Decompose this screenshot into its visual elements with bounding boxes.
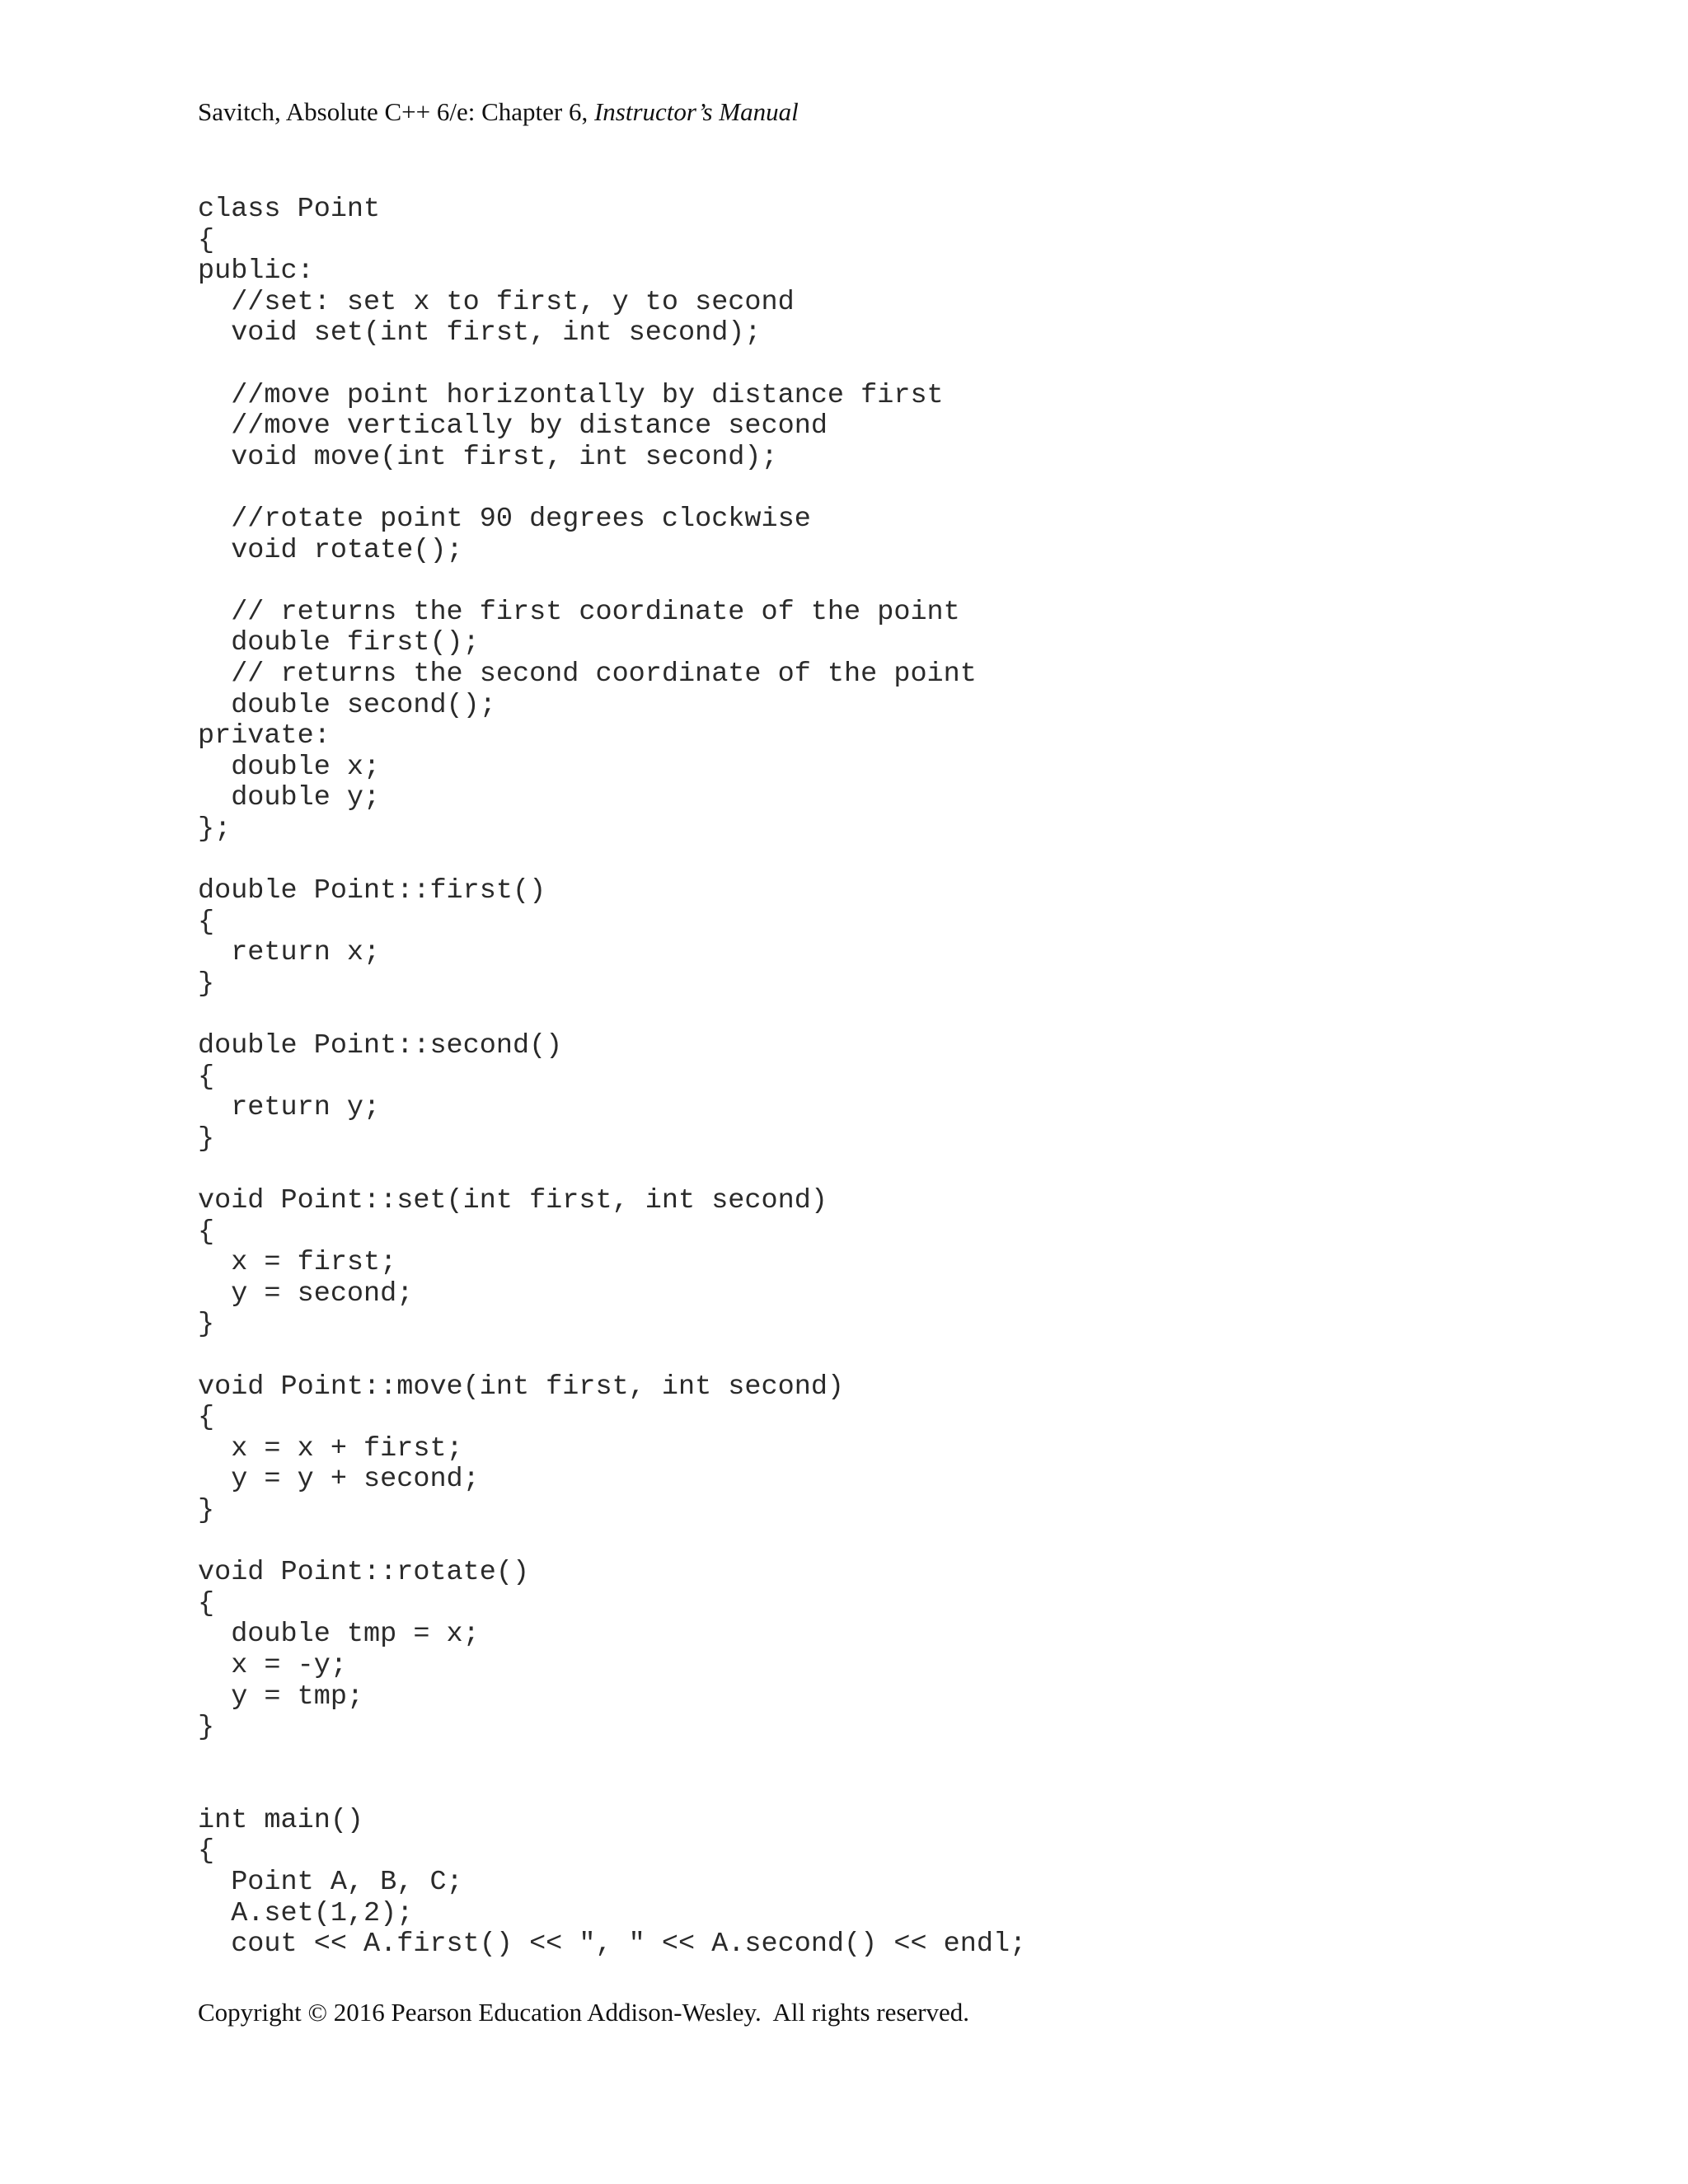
code-line: double x; bbox=[198, 751, 381, 783]
code-line bbox=[198, 1774, 1026, 1806]
code-line: } bbox=[198, 968, 215, 1000]
code-line: void Point::move(int first, int second) bbox=[198, 1371, 845, 1403]
code-line: //move point horizontally by distance first bbox=[198, 379, 944, 411]
code-line bbox=[198, 845, 1026, 876]
code-line: y = second; bbox=[198, 1277, 414, 1310]
header-text: Savitch, Absolute C++ 6/e: Chapter 6, bbox=[198, 97, 594, 126]
code-line: return y; bbox=[198, 1092, 381, 1124]
code-line bbox=[198, 1744, 1026, 1775]
code-line bbox=[198, 566, 1026, 598]
code-line: //move vertically by distance second bbox=[198, 410, 828, 443]
code-line: A.set(1,2); bbox=[198, 1897, 414, 1929]
code-line: return x; bbox=[198, 937, 381, 969]
code-line: class Point bbox=[198, 194, 381, 225]
code-line: double second(); bbox=[198, 689, 496, 721]
code-line: void Point::rotate() bbox=[198, 1557, 530, 1589]
code-line: x = x + first; bbox=[198, 1432, 463, 1465]
code-line: //set: set x to first, y to second bbox=[198, 286, 795, 318]
code-line: { bbox=[198, 906, 215, 938]
code-line: void move(int first, int second); bbox=[198, 441, 778, 473]
code-line: } bbox=[198, 1494, 215, 1526]
code-line: double first(); bbox=[198, 627, 480, 659]
code-line: cout << A.first() << ", " << A.second() << endl; bbox=[198, 1929, 1027, 1961]
code-line: private: bbox=[198, 720, 331, 752]
code-line bbox=[198, 1527, 1026, 1558]
code-line: } bbox=[198, 1122, 215, 1155]
code-line: int main() bbox=[198, 1804, 364, 1836]
code-line: // returns the first coordinate of the point bbox=[198, 596, 960, 628]
copyright-footer: Copyright © 2016 Pearson Education Addison-Wesley. All rights reserved. bbox=[198, 1998, 969, 2027]
code-line: } bbox=[198, 1712, 215, 1744]
code-line: double Point::first() bbox=[198, 875, 546, 907]
code-line: double Point::second() bbox=[198, 1030, 563, 1062]
code-line: //rotate point 90 degrees clockwise bbox=[198, 503, 811, 535]
code-line: { bbox=[198, 1835, 215, 1868]
code-line bbox=[198, 473, 1026, 504]
code-line bbox=[198, 1000, 1026, 1031]
code-line: double tmp = x; bbox=[198, 1619, 480, 1651]
header-manual-title: Instructor’s Manual bbox=[593, 97, 799, 126]
code-line: void rotate(); bbox=[198, 534, 463, 566]
code-line: } bbox=[198, 1309, 215, 1341]
code-line: void set(int first, int second); bbox=[198, 317, 762, 349]
code-line bbox=[198, 1341, 1026, 1372]
code-line bbox=[198, 1155, 1026, 1186]
code-line: void Point::set(int first, int second) bbox=[198, 1185, 828, 1216]
code-line: { bbox=[198, 1587, 215, 1619]
code-line: // returns the second coordinate of the point bbox=[198, 658, 977, 690]
code-line: y = tmp; bbox=[198, 1680, 364, 1713]
code-line: x = first; bbox=[198, 1247, 397, 1279]
code-line bbox=[198, 349, 1026, 381]
code-line: { bbox=[198, 224, 215, 256]
code-line: Point A, B, C; bbox=[198, 1867, 463, 1899]
code-line: y = y + second; bbox=[198, 1464, 480, 1496]
page-header bbox=[198, 97, 799, 127]
code-listing bbox=[198, 194, 1026, 1961]
code-line: { bbox=[198, 1061, 215, 1093]
code-line: }; bbox=[198, 813, 232, 845]
code-line: { bbox=[198, 1216, 215, 1248]
code-line: double y; bbox=[198, 782, 381, 814]
code-line: public: bbox=[198, 255, 314, 288]
code-line: { bbox=[198, 1402, 215, 1434]
code-line: x = -y; bbox=[198, 1649, 347, 1681]
